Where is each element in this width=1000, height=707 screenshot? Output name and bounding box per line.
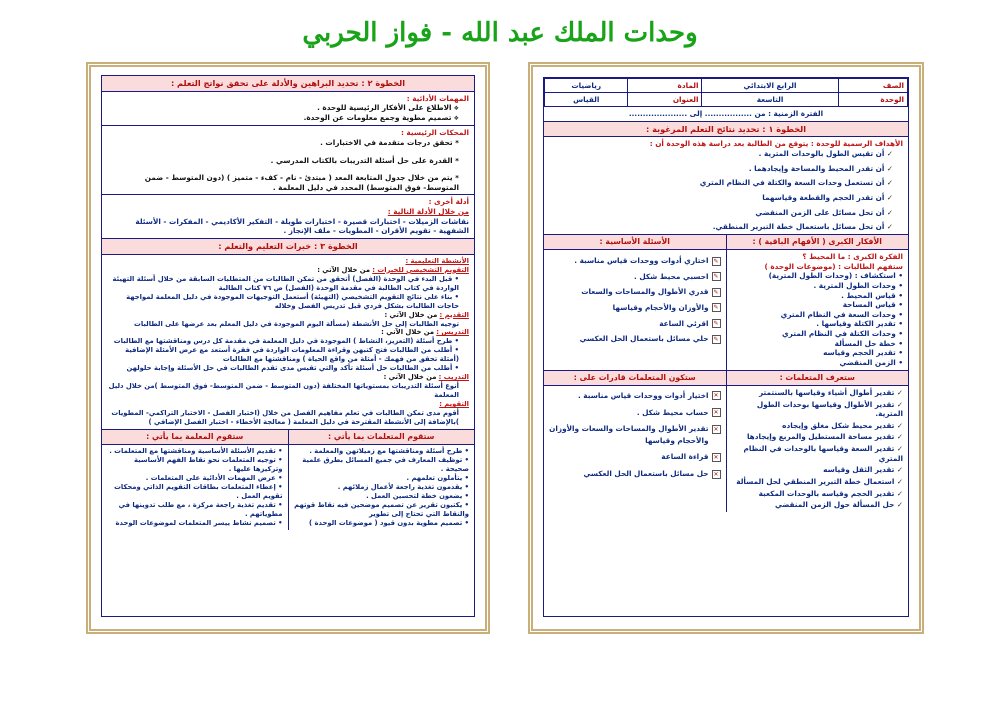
criteria-item: * يتم من خلال جدول المتابعة المعد ( مبتدئ - نام - كفء - متميز ) (دون المتوسط - ضمن المتوسط- فوق المتوسط) المحدد في دليل المعلمة . bbox=[144, 173, 459, 192]
objective-item: ✓ أن تقدر المحيط والمساحة وإيجادهما . bbox=[549, 164, 903, 174]
know-item: ✓ استعمال خطة التبرير المنطقي لحل المسألة bbox=[732, 477, 904, 487]
criteria-item: * تحقق درجات متقدمة في الاختبارات . bbox=[320, 137, 459, 147]
roles-columns bbox=[102, 429, 474, 530]
teacher-item: • تقديم تغذية راجعة مركزة ، مع طلب تدوينها في مطوياتهم . bbox=[107, 501, 283, 519]
essential-question-text: اقرئي الساعة bbox=[659, 318, 709, 328]
able-item-text: اختيار أدوات ووحدات قياس مناسبة . bbox=[577, 390, 709, 400]
able-item-text: والأحجام وقياسها bbox=[645, 435, 709, 445]
objective-item: ✓ أن تقيس الطول بالوحدات المترية . bbox=[549, 149, 903, 159]
plan-frame-left bbox=[101, 75, 475, 617]
topic-item: • تقدير الكتلة وقياسها . bbox=[732, 319, 904, 329]
plan-page-left bbox=[86, 62, 490, 634]
training-subtitle: من خلال الآتي : bbox=[383, 373, 437, 382]
objectives-intro: الأهداف الرسمية للوحدة : يتوقع من الطالبة بعد دراسة هذه الوحدة أن : bbox=[649, 139, 903, 149]
students-item: • تصميم مطوية بدون قيود ( موضوعات الوحدة ) bbox=[294, 519, 470, 528]
students-understand-title: ستفهم الطالبات : (موضوعات الوحدة ) bbox=[764, 261, 903, 271]
able-header: ستكون المتعلمات قادرات على : bbox=[544, 371, 726, 386]
intro-text: توجيه الطالبات إلى حل الأنشطة (مسألة اليوم الموجودة في دليل المعلم بعد عرضها على الطالبات bbox=[134, 319, 459, 328]
topic-item: • الزمن المنقضي bbox=[732, 358, 904, 368]
evaluation-text: أقوم مدى تمكن الطالبات في تعلم مفاهيم الفصل من خلال (اختبار الفصل - الاختبار التراكمي- المطويات )بالإضافة إلى الأنشطة المقترحة في دليل المعلمة ( معالجة الأخطاء - اختبار الفصل الإضافي ) bbox=[111, 409, 459, 427]
able-item-text: حل مسائل باستعمال الحل العكسي bbox=[583, 469, 709, 479]
able-item-text: تقدير الأطوال والمساحات والسعات والأوزان bbox=[549, 424, 709, 434]
able-item bbox=[549, 391, 721, 401]
know-item: ✓ تقدير مساحة المستطيل والمربع وإيجادها bbox=[732, 432, 904, 442]
students-item: • يضعون خطة لتحسين العمل . bbox=[294, 492, 470, 501]
students-item: • يكتبون تقرير عن تصميم موضحين فيه نقاط قوتهم والنقاط التي تحتاج إلى تطوير bbox=[294, 501, 470, 519]
big-idea-question: الفكرة الكبرى : ما المحيط ؟ bbox=[802, 252, 903, 262]
training-text: أنوع أسئلة التدريبات بمستوياتها المختلفة (دون المتوسط - ضمن المتوسط- فوق المتوسط )من خلال دليل المعلمة bbox=[108, 382, 459, 400]
diagnostic-item: • بناء على نتائج التقويم التشخيصي (التهيئة) أستعمل التوجيهات الموجودة في دليل المعلمة لمواجهة حاجات الطالبات بشكل فردي قبل تدريس الفصل وخلاله bbox=[107, 293, 469, 311]
objective-item: ✓ أن تحل مسائل على الزمن المنقضي bbox=[549, 208, 903, 218]
essential-question-text: اختاري أدوات ووحدات قياس مناسبة . bbox=[574, 256, 709, 266]
topic-item: • وحدات الطول المترية . bbox=[732, 281, 904, 291]
pencil-icon: ✎ bbox=[713, 257, 719, 265]
step2-header: الخطوة ٢ : تحديد البراهين والأدلة على تحقق نواتج التعلم : bbox=[102, 76, 474, 92]
unit-value: التاسعة bbox=[702, 93, 838, 107]
essential-question bbox=[549, 272, 721, 282]
tasks-title: المهمات الأدائية : bbox=[406, 93, 469, 103]
know-column bbox=[727, 371, 909, 512]
teacher-item: • توجيه المتعلمات نحو نقاط الفهم الأساسية وتركيزها عليها . bbox=[107, 456, 283, 474]
task-item: ❖ الاطلاع على الأفكار الرئيسية للوحدة . bbox=[107, 103, 469, 113]
big-ideas-header: الأفكار الكبرى ( الأفهام الباقية ) : bbox=[727, 235, 909, 250]
essential-question bbox=[549, 256, 721, 266]
ideas-columns bbox=[544, 234, 908, 370]
essential-question bbox=[549, 319, 721, 329]
topic-item: • استكشاف : (وحدات الطول المترية) bbox=[732, 271, 904, 281]
intro-title: التقديم : bbox=[439, 310, 469, 319]
essential-question-text: احسبي محيط شكل . bbox=[634, 271, 709, 281]
plan-frame-right bbox=[543, 77, 909, 617]
teacher-item: • تقديم الأسئلة الأساسية ومناقشتها مع المتعلمات . bbox=[107, 447, 283, 456]
topic-item: • وحدات الكتلة في النظام المتري bbox=[732, 329, 904, 339]
topic-value: القياس bbox=[545, 93, 628, 107]
know-item: ✓ تقدير الأطوال وقياسها بوحدات الطول المترية. bbox=[732, 400, 904, 419]
other-evidence-subtitle: من خلال الأدلة التالية : bbox=[387, 207, 469, 217]
essential-questions-column bbox=[544, 235, 727, 370]
know-item: ✓ تقدير أطوال أشياء وقياسها بالسنتمتر bbox=[732, 388, 904, 398]
teaching-item: • أطلب من الطالبات حل أسئلة تأكد والتي تقيس مدى تقدم الطالبات في حل الأسئلة وإجابة حلولهن bbox=[107, 364, 469, 373]
objective-item: ✓ أن تقدر الحجم والقطعة وقياسهما bbox=[549, 193, 903, 203]
checkbox-icon: ✕ bbox=[713, 425, 719, 433]
teaching-subtitle: من خلال الآتي : bbox=[381, 328, 435, 337]
know-header: ستعرف المتعلمات : bbox=[727, 371, 909, 386]
unit-info-table bbox=[544, 78, 908, 107]
teacher-header: ستقوم المعلمة بما يأتي : bbox=[102, 430, 288, 445]
unit-label: الوحدة bbox=[838, 93, 907, 107]
pencil-icon: ✎ bbox=[713, 288, 719, 296]
topic-item: • تقدير الحجم وقياسه bbox=[732, 348, 904, 358]
diagnostic-subtitle: من خلال الآتي : bbox=[317, 265, 371, 274]
students-item: • يقدمون تغذية راجعة لأعمال زملائهم . bbox=[294, 483, 470, 492]
students-column bbox=[289, 430, 475, 530]
essential-questions-header: الأسئلة الأساسية : bbox=[544, 235, 726, 250]
evaluation-title: التقويم : bbox=[439, 400, 469, 409]
teaching-item: • طرح أسئلة (التعزيز، النشاط ) الموجودة في دليل المعلمة في مقدمة كل درس ومناقشتها مع الطالبات bbox=[107, 337, 469, 346]
essential-question-text: والأوزان والأحجام وقياسها bbox=[612, 302, 709, 312]
big-ideas-column bbox=[727, 235, 909, 370]
activities-title: الأنشطة التعليمية : bbox=[405, 256, 469, 265]
students-item: • طرح أسئلة ومناقشتها مع زميلاتهن والمعلمة . bbox=[294, 447, 470, 456]
checkbox-icon: ✕ bbox=[713, 470, 719, 478]
able-item bbox=[549, 452, 721, 462]
subject-label: المادة bbox=[628, 79, 702, 93]
pencil-icon: ✎ bbox=[713, 335, 719, 343]
able-item bbox=[549, 436, 721, 446]
diagnostic-title: التقويم التشخيصي للخبرات : bbox=[372, 265, 469, 274]
able-item bbox=[549, 424, 721, 434]
essential-question-text: حلي مسائل باستعمال الحل العكسي bbox=[579, 334, 709, 344]
grade-value: الرابع الابتدائي bbox=[702, 79, 838, 93]
students-header: ستقوم المتعلمات بما يأتي : bbox=[289, 430, 475, 445]
students-item: • توظيف المعارف في جميع المسائل بطرق علمية صحيحة . bbox=[294, 456, 470, 474]
pencil-icon: ✎ bbox=[713, 304, 719, 312]
plan-page-right bbox=[528, 62, 924, 634]
grade-label: الصف bbox=[838, 79, 907, 93]
subject-value: رياضيات bbox=[545, 79, 628, 93]
topic-item: • قياس المحيط . bbox=[732, 291, 904, 301]
other-evidence-text: نقاشات الزميلات - اختبارات قصيرة - اختبارات طويلة - التفكير الأكاديمي - المفكرات - الأسئلة الشفهية - تقويم الأقران - المطويات - ملف الإنجاز . bbox=[135, 216, 469, 236]
criteria-title: المحكات الرئيسية : bbox=[400, 128, 469, 138]
able-item-text: حساب محيط شكل . bbox=[636, 407, 709, 417]
teaching-item: • أطلب من الطالبات فتح كتبهن وقراءة المعلومات الواردة في فقرة أستعد مع عرض الأمثلة الإضافية (أمثلة تحقق من فهمك - أمثلة من واقع الحياة ) ومناقشتها مع الطالبات bbox=[107, 346, 469, 364]
know-item: ✓ حل المسألة حول الزمن المنقضي bbox=[732, 500, 904, 510]
topic-item: • خطة حل المسألة bbox=[732, 339, 904, 349]
page-title: وحدات الملك عبد الله - فواز الحربي bbox=[302, 18, 698, 48]
teacher-item: • إعطاء المتعلمات بطاقات التقويم الذاتي ومحكات تقويم العمل . bbox=[107, 483, 283, 501]
step3-header: الخطوة ٣ : خبرات التعليم والتعلم : bbox=[102, 238, 474, 255]
know-item: ✓ تقدير الحجم وقياسه بالوحدات المكعبة bbox=[732, 489, 904, 499]
period-line: الفترة الزمنية : من ................. إلى ..................... bbox=[628, 109, 824, 118]
pencil-icon: ✎ bbox=[713, 273, 719, 281]
checkbox-icon: ✕ bbox=[713, 453, 719, 461]
teacher-item: • عرض المهمات الأدائية على المتعلمات . bbox=[107, 474, 283, 483]
teacher-item: • تصميم نشاط ييسر المتعلمات لموضوعات الوحدة bbox=[107, 519, 283, 528]
able-item bbox=[549, 408, 721, 418]
able-column bbox=[544, 371, 727, 512]
know-able-columns bbox=[544, 370, 908, 512]
able-item-text: قراءة الساعة bbox=[661, 452, 709, 462]
essential-question-text: قدري الأطوال والمساحات والسعات bbox=[581, 287, 709, 297]
topic-item: • قياس المساحة bbox=[732, 300, 904, 310]
topic-label: العنوان bbox=[628, 93, 702, 107]
essential-question bbox=[549, 303, 721, 313]
able-item bbox=[549, 469, 721, 479]
checkbox-icon: ✕ bbox=[713, 392, 719, 400]
criteria-item: * القدرة على حل أسئلة التدريبات بالكتاب المدرسي . bbox=[270, 155, 459, 165]
training-title: التدريب : bbox=[438, 373, 469, 382]
know-item: ✓ تقدير الثقل وقياسه bbox=[732, 465, 904, 475]
other-evidence-title: أدلة أخرى : bbox=[428, 197, 469, 207]
essential-question bbox=[549, 334, 721, 344]
know-item: ✓ تقدير محيط شكل مغلق وإيجاده bbox=[732, 421, 904, 431]
intro-subtitle: من خلال الآتي : bbox=[384, 310, 438, 319]
objective-item: ✓ أن تحل مسائل باستعمال خطة التبرير المنطقي. bbox=[549, 222, 903, 232]
pencil-icon: ✎ bbox=[713, 320, 719, 328]
step1-header: الخطوة ١ : تحديد نتائج التعلم المرغوبة : bbox=[544, 121, 908, 138]
topic-item: • وحدات السعة في النظام المتري bbox=[732, 310, 904, 320]
students-item: • يتأملون تعلمهم . bbox=[294, 474, 470, 483]
essential-question bbox=[549, 287, 721, 297]
objective-item: ✓ أن تستعمل وحدات السعة والكتلة في النظام المتري bbox=[549, 178, 903, 188]
task-item: ❖ تصميم مطوية وجمع معلومات عن الوحدة. bbox=[107, 113, 469, 123]
checkbox-icon: ✕ bbox=[713, 409, 719, 417]
diagnostic-item: • قبل البدء في الوحدة (الفصل) أتحقق من تمكن الطالبات من المتطلبات السابقة من خلال أسئلة التهيئة الواردة في كتاب الطالبة في مقدمة الوحدة (الفصل) ص ٧٦ كتاب الطالبة bbox=[107, 275, 469, 293]
know-item: ✓ تقدير السعة وقياسها بالوحدات في النظام المتري bbox=[732, 444, 904, 463]
teaching-title: التدريس : bbox=[436, 328, 469, 337]
teacher-column bbox=[102, 430, 289, 530]
